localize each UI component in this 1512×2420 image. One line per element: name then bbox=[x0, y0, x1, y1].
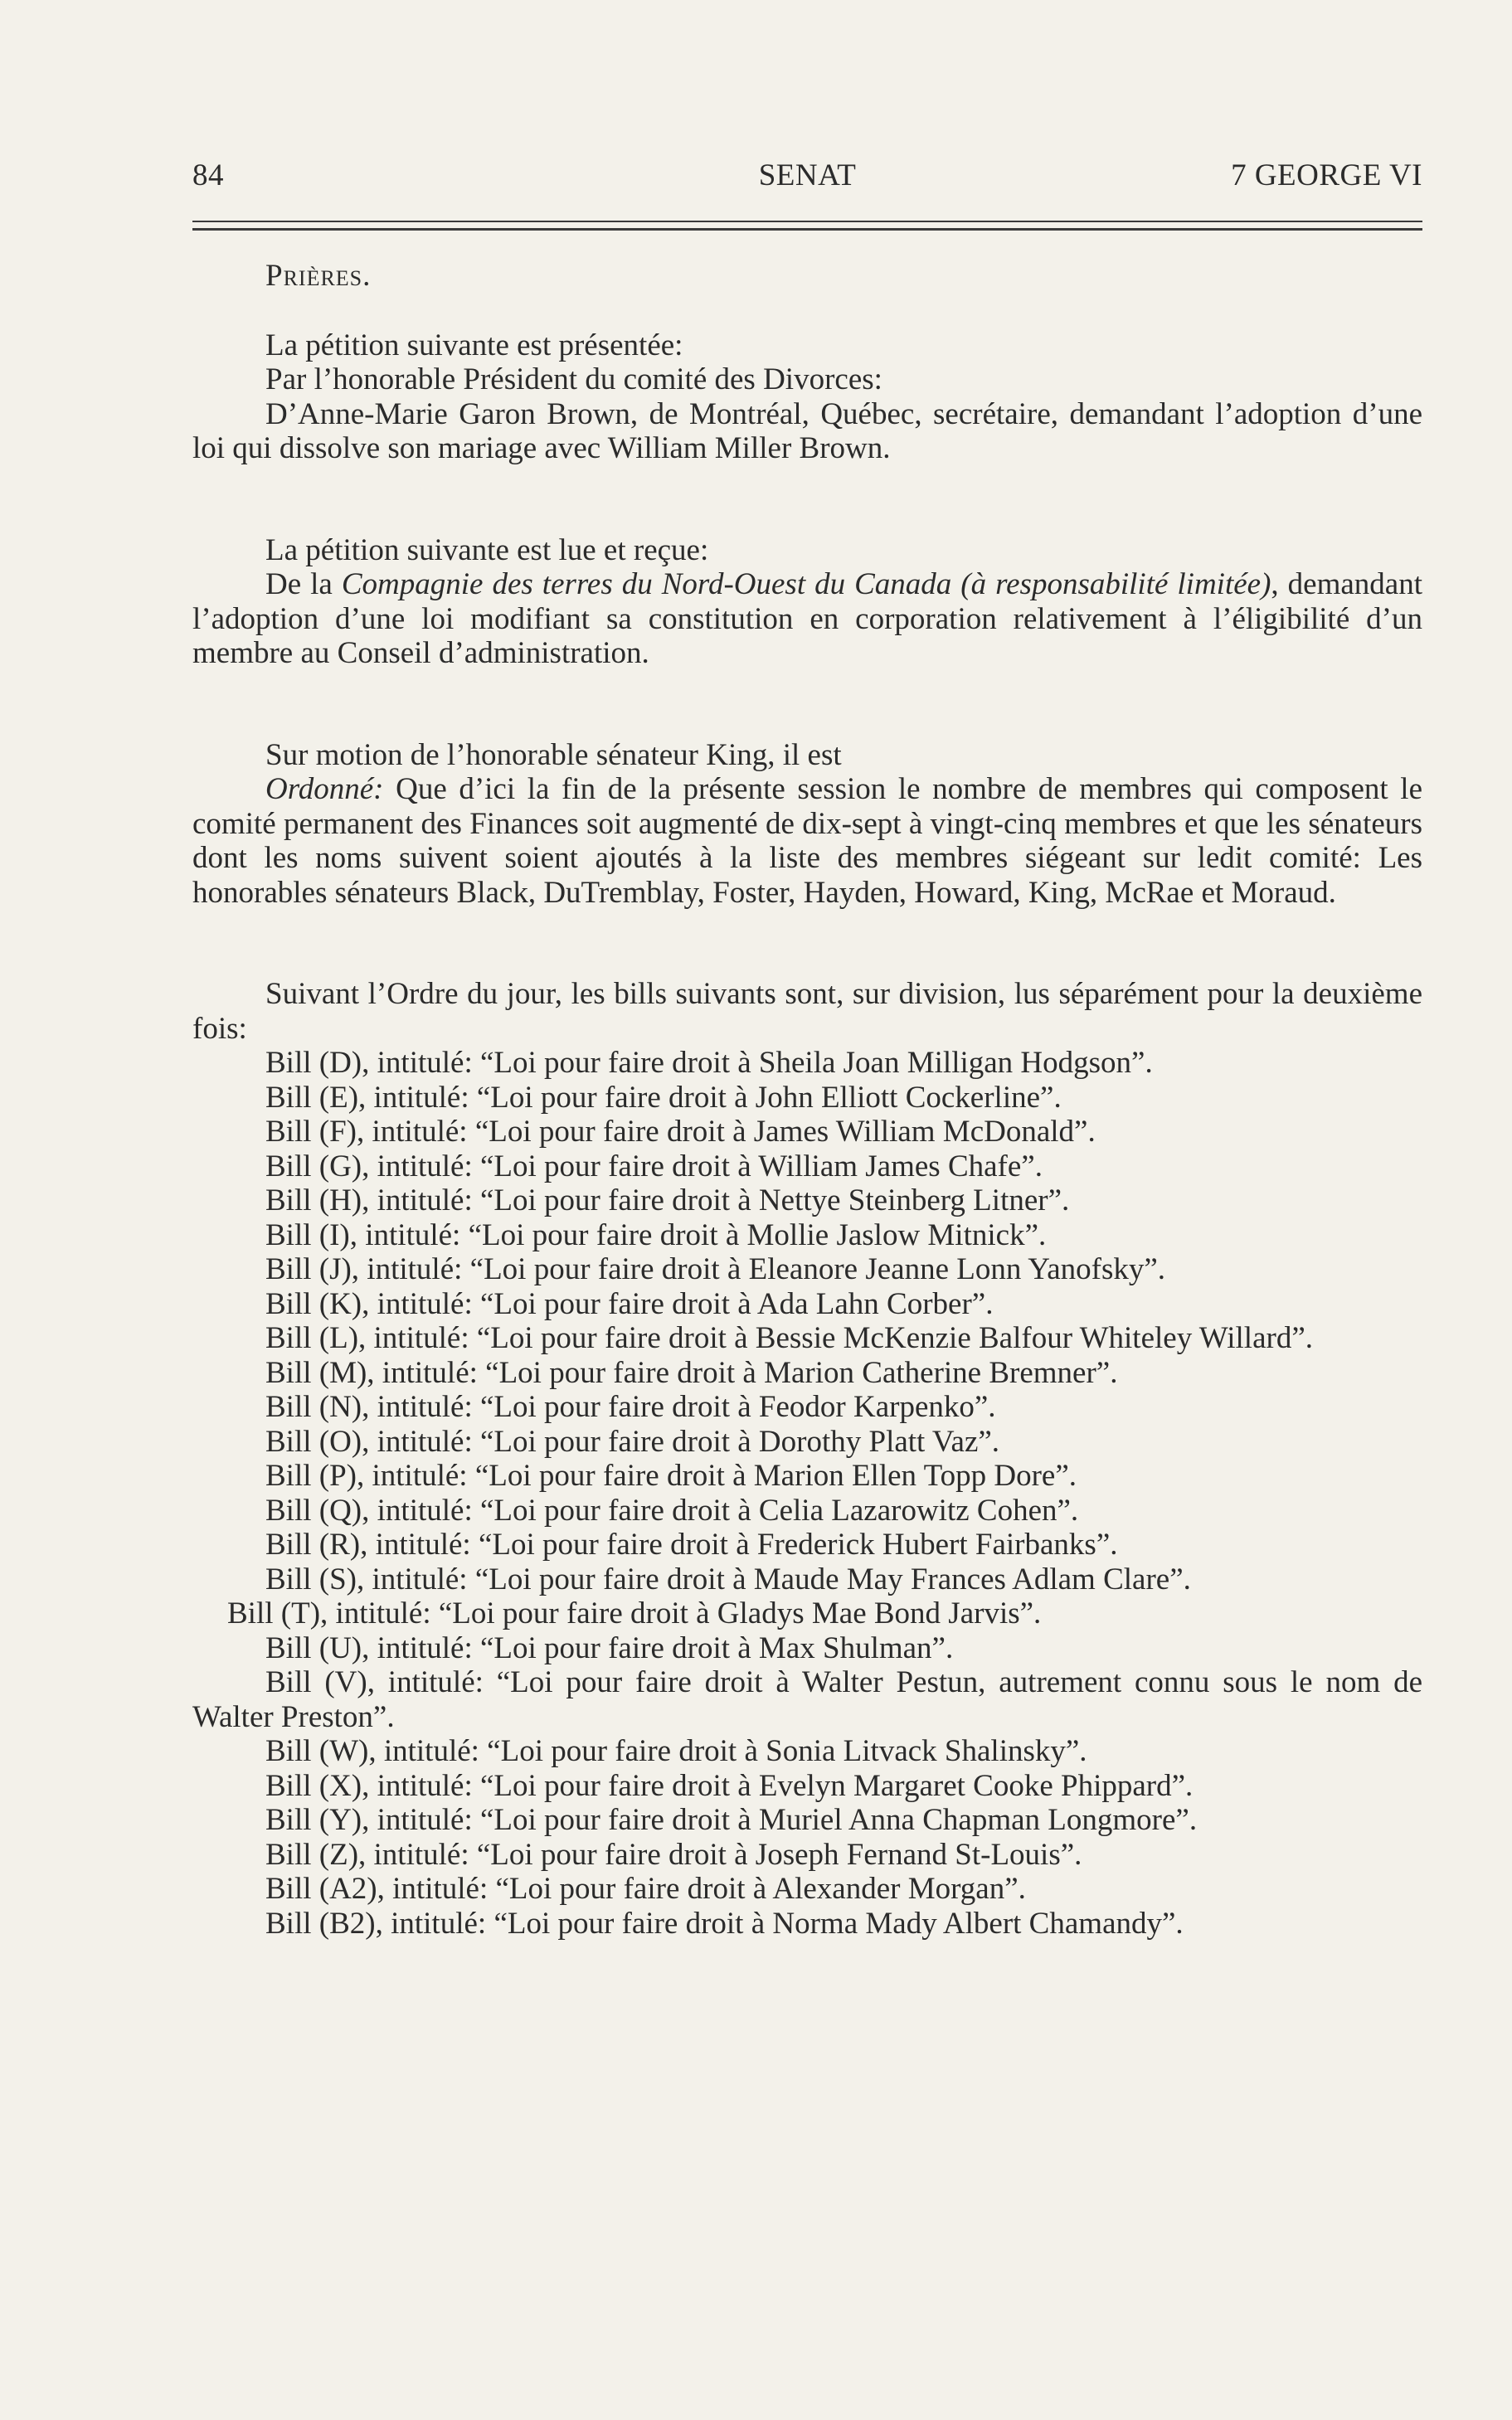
petition-received bbox=[192, 533, 1422, 671]
petition-received-intro: La pétition suivante est lue et reçue: bbox=[265, 532, 709, 567]
spacer bbox=[192, 294, 1422, 328]
bill-item: Bill (F), intitulé: “Loi pour faire droit à James William McDonald”. bbox=[265, 1115, 1096, 1149]
motion-section bbox=[192, 738, 1422, 911]
petition-presented-text: D’Anne-Marie Garon Brown, de Montréal, Québec, secrétaire, demandant l’adoption d’une loi qui dissolve son mariage avec William Miller Brown. bbox=[192, 396, 1422, 465]
petition-received-prefix: De la bbox=[265, 567, 342, 601]
regnal-year: 7 GEORGE VI bbox=[1231, 158, 1422, 192]
bill-item: Bill (X), intitulé: “Loi pour faire droit à Evelyn Margaret Cooke Phippard”. bbox=[265, 1768, 1194, 1803]
order-of-day-section bbox=[192, 977, 1422, 1941]
running-title: SENAT bbox=[758, 158, 857, 192]
spacer bbox=[192, 466, 1422, 533]
bill-item: Bill (Y), intitulé: “Loi pour faire droit à Muriel Anna Chapman Longmore”. bbox=[265, 1803, 1198, 1837]
bill-item: Bill (G), intitulé: “Loi pour faire droit à William James Chafe”. bbox=[265, 1149, 1043, 1183]
bill-item: Bill (E), intitulé: “Loi pour faire droit à John Elliott Cockerline”. bbox=[265, 1080, 1062, 1115]
bill-item: Bill (M), intitulé: “Loi pour faire droit à Marion Catherine Bremner”. bbox=[265, 1355, 1118, 1390]
prayers-heading: Prières. bbox=[265, 259, 372, 293]
header-rule-thick bbox=[192, 228, 1422, 231]
bill-item: Bill (H), intitulé: “Loi pour faire droit à Nettye Steinberg Litner”. bbox=[265, 1183, 1070, 1217]
bill-item: Bill (U), intitulé: “Loi pour faire droit à Max Shulman”. bbox=[265, 1630, 954, 1665]
bill-item: Bill (W), intitulé: “Loi pour faire droit à Sonia Litvack Shalinsky”. bbox=[265, 1734, 1087, 1768]
bill-item: Bill (K), intitulé: “Loi pour faire droit à Ada Lahn Corber”. bbox=[265, 1286, 994, 1321]
bill-item: Bill (N), intitulé: “Loi pour faire droit à Feodor Karpenko”. bbox=[265, 1390, 996, 1424]
ordered-label: Ordonné: bbox=[265, 772, 384, 806]
petition-presented bbox=[192, 328, 1422, 466]
bill-item: Bill (L), intitulé: “Loi pour faire droit à Bessie McKenzie Balfour Whiteley Willard”. bbox=[265, 1321, 1313, 1355]
petition-presented-by: Par l’honorable Président du comité des Divorces: bbox=[265, 362, 882, 396]
page-body bbox=[192, 259, 1422, 1941]
bill-item: Bill (I), intitulé: “Loi pour faire droit à Mollie Jaslow Mitnick”. bbox=[265, 1217, 1047, 1252]
company-name: Compagnie des terres du Nord-Ouest du Canada (à responsabilité limitée) bbox=[341, 567, 1271, 601]
bill-item: Bill (B2), intitulé: “Loi pour faire droit à Norma Mady Albert Chamandy”. bbox=[265, 1906, 1184, 1941]
motion-body: Que d’ici la fin de la présente session le nombre de membres qui composent le comité permanent des Finances soit augmenté de dix-sept à vingt-cinq membres et que les sénateurs dont les noms suivent soient ajoutés à la liste des membres siégeant sur ledit comité: Les honorables sénateurs Black, DuTremblay, Foster, Hayden, Howard, King, McRae et Moraud. bbox=[192, 772, 1422, 910]
bill-item: Bill (V), intitulé: “Loi pour faire droit à Walter Pestun, autrement connu sous le nom de Walter Preston”. bbox=[192, 1665, 1422, 1734]
spacer bbox=[192, 910, 1422, 977]
bill-item: Bill (O), intitulé: “Loi pour faire droit à Dorothy Platt Vaz”. bbox=[265, 1424, 1000, 1459]
motion-intro: Sur motion de l’honorable sénateur King, il est bbox=[265, 737, 842, 772]
spacer bbox=[192, 671, 1422, 738]
bill-item: Bill (Z), intitulé: “Loi pour faire droit à Joseph Fernand St-Louis”. bbox=[265, 1837, 1082, 1872]
petition-received-rest: , demandant l’adoption d’une loi modifiant sa constitution en corporation relativement à l’éligibilité d’un membre au Conseil d’administration. bbox=[192, 567, 1422, 670]
page-header bbox=[192, 158, 1422, 194]
bill-item: Bill (T), intitulé: “Loi pour faire droit à Gladys Mae Bond Jarvis”. bbox=[227, 1596, 1042, 1630]
page-number: 84 bbox=[192, 158, 224, 192]
bill-item: Bill (S), intitulé: “Loi pour faire droit à Maude May Frances Adlam Clare”. bbox=[265, 1562, 1191, 1596]
motion-text bbox=[192, 772, 1422, 910]
petition-presented-intro: La pétition suivante est présentée: bbox=[265, 328, 683, 362]
bill-item: Bill (R), intitulé: “Loi pour faire droit à Frederick Hubert Fairbanks”. bbox=[265, 1528, 1118, 1562]
petition-received-text bbox=[192, 567, 1422, 671]
bill-item: Bill (P), intitulé: “Loi pour faire droit à Marion Ellen Topp Dore”. bbox=[265, 1459, 1077, 1493]
bill-item: Bill (A2), intitulé: “Loi pour faire droit à Alexander Morgan”. bbox=[265, 1872, 1026, 1906]
bill-item: Bill (D), intitulé: “Loi pour faire droit à Sheila Joan Milligan Hodgson”. bbox=[265, 1046, 1153, 1080]
bill-item: Bill (Q), intitulé: “Loi pour faire droit à Celia Lazarowitz Cohen”. bbox=[265, 1493, 1079, 1528]
header-rule-thin bbox=[192, 221, 1422, 222]
order-of-day-intro: Suivant l’Ordre du jour, les bills suivants sont, sur division, lus séparément pour la deuxième fois: bbox=[192, 977, 1422, 1046]
bill-item: Bill (J), intitulé: “Loi pour faire droit à Eleanore Jeanne Lonn Yanofsky”. bbox=[265, 1252, 1166, 1286]
